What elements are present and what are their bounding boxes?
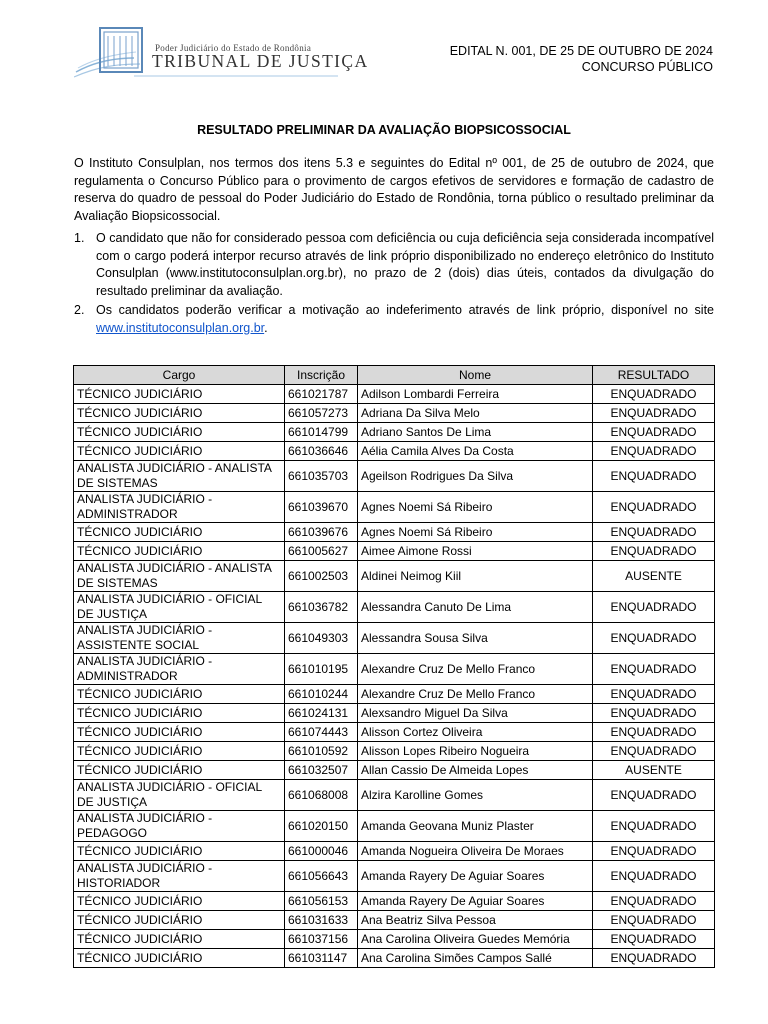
cell-resultado: ENQUADRADO	[593, 523, 715, 542]
cell-cargo: TÉCNICO JUDICIÁRIO	[74, 423, 285, 442]
cell-cargo: ANALISTA JUDICIÁRIO - ANALISTA DE SISTEMAS	[74, 461, 285, 492]
cell-resultado: AUSENTE	[593, 761, 715, 780]
table-header-row	[74, 366, 715, 385]
list-item	[74, 230, 714, 300]
cell-nome: Alexandre Cruz De Mello Franco	[358, 685, 593, 704]
cell-resultado: ENQUADRADO	[593, 704, 715, 723]
table-row	[74, 811, 715, 842]
cell-cargo: ANALISTA JUDICIÁRIO - ADMINISTRADOR	[74, 654, 285, 685]
cell-nome: Ageilson Rodrigues Da Silva	[358, 461, 593, 492]
cell-nome: Alisson Cortez Oliveira	[358, 723, 593, 742]
cell-inscricao: 661000046	[285, 842, 358, 861]
cell-cargo: ANALISTA JUDICIÁRIO - ANALISTA DE SISTEMAS	[74, 561, 285, 592]
cell-inscricao: 661020150	[285, 811, 358, 842]
cell-cargo: ANALISTA JUDICIÁRIO - OFICIAL DE JUSTIÇA	[74, 592, 285, 623]
table-row	[74, 930, 715, 949]
cell-resultado: ENQUADRADO	[593, 592, 715, 623]
cell-nome: Aélia Camila Alves Da Costa	[358, 442, 593, 461]
cell-cargo: TÉCNICO JUDICIÁRIO	[74, 911, 285, 930]
cell-inscricao: 661036646	[285, 442, 358, 461]
cell-inscricao: 661002503	[285, 561, 358, 592]
table-row	[74, 949, 715, 968]
table-row	[74, 623, 715, 654]
table-row	[74, 461, 715, 492]
table-row	[74, 492, 715, 523]
cell-cargo: TÉCNICO JUDICIÁRIO	[74, 685, 285, 704]
cell-inscricao: 661014799	[285, 423, 358, 442]
cell-cargo: ANALISTA JUDICIÁRIO - PEDAGOGO	[74, 811, 285, 842]
logo-subtitle: Poder Judiciário do Estado de Rondônia	[155, 43, 312, 53]
cell-inscricao: 661035703	[285, 461, 358, 492]
results-table	[73, 365, 715, 968]
cell-nome: Agnes Noemi Sá Ribeiro	[358, 523, 593, 542]
cell-inscricao: 661056643	[285, 861, 358, 892]
table-row	[74, 780, 715, 811]
cell-nome: Ana Carolina Oliveira Guedes Memória	[358, 930, 593, 949]
cell-resultado: ENQUADRADO	[593, 811, 715, 842]
cell-nome: Amanda Nogueira Oliveira De Moraes	[358, 842, 593, 861]
table-row	[74, 704, 715, 723]
table-row	[74, 385, 715, 404]
cell-cargo: TÉCNICO JUDICIÁRIO	[74, 892, 285, 911]
cell-cargo: TÉCNICO JUDICIÁRIO	[74, 723, 285, 742]
cell-resultado: ENQUADRADO	[593, 949, 715, 968]
cell-nome: Allan Cassio De Almeida Lopes	[358, 761, 593, 780]
cell-cargo: TÉCNICO JUDICIÁRIO	[74, 442, 285, 461]
cell-cargo: ANALISTA JUDICIÁRIO - OFICIAL DE JUSTIÇA	[74, 780, 285, 811]
table-row	[74, 742, 715, 761]
cell-resultado: ENQUADRADO	[593, 461, 715, 492]
cell-inscricao: 661024131	[285, 704, 358, 723]
table-row	[74, 892, 715, 911]
document-title: RESULTADO PRELIMINAR DA AVALIAÇÃO BIOPSICOSSOCIAL	[197, 123, 571, 137]
cell-resultado: ENQUADRADO	[593, 892, 715, 911]
table-row	[74, 861, 715, 892]
cell-resultado: ENQUADRADO	[593, 723, 715, 742]
cell-inscricao: 661010592	[285, 742, 358, 761]
table-row	[74, 592, 715, 623]
list-item-suffix: .	[264, 320, 268, 335]
cell-cargo: TÉCNICO JUDICIÁRIO	[74, 542, 285, 561]
cell-nome: Alzira Karolline Gomes	[358, 780, 593, 811]
cell-inscricao: 661037156	[285, 930, 358, 949]
table-row	[74, 561, 715, 592]
table-row	[74, 842, 715, 861]
cell-cargo: TÉCNICO JUDICIÁRIO	[74, 930, 285, 949]
cell-inscricao: 661049303	[285, 623, 358, 654]
cell-nome: Ana Beatriz Silva Pessoa	[358, 911, 593, 930]
list-item	[74, 302, 714, 337]
cell-nome: Amanda Geovana Muniz Plaster	[358, 811, 593, 842]
cell-inscricao: 661057273	[285, 404, 358, 423]
cell-inscricao: 661031147	[285, 949, 358, 968]
cell-resultado: ENQUADRADO	[593, 404, 715, 423]
cell-inscricao: 661010195	[285, 654, 358, 685]
column-header-resultado: RESULTADO	[593, 366, 715, 385]
cell-cargo: TÉCNICO JUDICIÁRIO	[74, 842, 285, 861]
instructions-list	[74, 230, 714, 339]
cell-nome: Alexandre Cruz De Mello Franco	[358, 654, 593, 685]
cell-resultado: ENQUADRADO	[593, 842, 715, 861]
cell-cargo: ANALISTA JUDICIÁRIO - HISTORIADOR	[74, 861, 285, 892]
consulplan-link[interactable]: www.institutoconsulplan.org.br	[96, 320, 265, 335]
cell-inscricao: 661056153	[285, 892, 358, 911]
cell-inscricao: 661039676	[285, 523, 358, 542]
cell-resultado: ENQUADRADO	[593, 911, 715, 930]
table-row	[74, 685, 715, 704]
table-row	[74, 442, 715, 461]
table-row	[74, 542, 715, 561]
table-row	[74, 523, 715, 542]
cell-cargo: TÉCNICO JUDICIÁRIO	[74, 385, 285, 404]
cell-inscricao: 661032507	[285, 761, 358, 780]
cell-nome: Adriana Da Silva Melo	[358, 404, 593, 423]
column-header-nome: Nome	[358, 366, 593, 385]
cell-nome: Aimee Aimone Rossi	[358, 542, 593, 561]
concurso-line: CONCURSO PÚBLICO	[581, 60, 713, 74]
cell-cargo: TÉCNICO JUDICIÁRIO	[74, 949, 285, 968]
cell-inscricao: 661068008	[285, 780, 358, 811]
cell-nome: Adriano Santos De Lima	[358, 423, 593, 442]
cell-cargo: ANALISTA JUDICIÁRIO - ADMINISTRADOR	[74, 492, 285, 523]
cell-cargo: TÉCNICO JUDICIÁRIO	[74, 742, 285, 761]
cell-nome: Agnes Noemi Sá Ribeiro	[358, 492, 593, 523]
cell-inscricao: 661010244	[285, 685, 358, 704]
table-row	[74, 723, 715, 742]
cell-resultado: ENQUADRADO	[593, 780, 715, 811]
cell-nome: Ana Carolina Simões Campos Sallé	[358, 949, 593, 968]
cell-resultado: ENQUADRADO	[593, 542, 715, 561]
cell-inscricao: 661031633	[285, 911, 358, 930]
document-header	[450, 43, 713, 75]
cell-cargo: TÉCNICO JUDICIÁRIO	[74, 704, 285, 723]
cell-inscricao: 661036782	[285, 592, 358, 623]
cell-resultado: AUSENTE	[593, 561, 715, 592]
cell-nome: Alexsandro Miguel Da Silva	[358, 704, 593, 723]
cell-resultado: ENQUADRADO	[593, 492, 715, 523]
logo-title: TRIBUNAL DE JUSTIÇA	[152, 51, 369, 71]
table-row	[74, 423, 715, 442]
cell-resultado: ENQUADRADO	[593, 423, 715, 442]
list-item-text: Os candidatos poderão verificar a motivação ao indeferimento através de link próprio, disponível no site	[96, 303, 714, 317]
cell-inscricao: 661005627	[285, 542, 358, 561]
cell-resultado: ENQUADRADO	[593, 654, 715, 685]
cell-resultado: ENQUADRADO	[593, 742, 715, 761]
cell-nome: Aldinei Neimog Kiil	[358, 561, 593, 592]
cell-nome: Alisson Lopes Ribeiro Nogueira	[358, 742, 593, 761]
cell-inscricao: 661074443	[285, 723, 358, 742]
cell-resultado: ENQUADRADO	[593, 442, 715, 461]
list-item-number: 1.	[74, 231, 85, 245]
table-row	[74, 404, 715, 423]
cell-nome: Amanda Rayery De Aguiar Soares	[358, 861, 593, 892]
cell-cargo: TÉCNICO JUDICIÁRIO	[74, 523, 285, 542]
table-row	[74, 761, 715, 780]
cell-cargo: TÉCNICO JUDICIÁRIO	[74, 761, 285, 780]
cell-nome: Alessandra Canuto De Lima	[358, 592, 593, 623]
column-header-inscricao: Inscrição	[285, 366, 358, 385]
cell-inscricao: 661039670	[285, 492, 358, 523]
cell-cargo: ANALISTA JUDICIÁRIO - ASSISTENTE SOCIAL	[74, 623, 285, 654]
cell-nome: Adilson Lombardi Ferreira	[358, 385, 593, 404]
cell-nome: Alessandra Sousa Silva	[358, 623, 593, 654]
cell-resultado: ENQUADRADO	[593, 385, 715, 404]
list-item-number: 2.	[74, 303, 85, 317]
cell-inscricao: 661021787	[285, 385, 358, 404]
intro-paragraph: O Instituto Consulplan, nos termos dos itens 5.3 e seguintes do Edital nº 001, de 25 de outubro de 2024, que regulamenta o Concurso Público para o provimento de cargos efetivos de servidores e formação de cadastro de reserva do quadro de pessoal do Poder Judiciário do Estado de Rondônia, torna público o resultado preliminar da Avaliação Biopsicossocial.	[74, 156, 714, 223]
table-row	[74, 654, 715, 685]
cell-resultado: ENQUADRADO	[593, 623, 715, 654]
cell-resultado: ENQUADRADO	[593, 930, 715, 949]
column-header-cargo: Cargo	[74, 366, 285, 385]
edital-line: EDITAL N. 001, DE 25 DE OUTUBRO DE 2024	[449, 44, 713, 58]
cell-nome: Amanda Rayery De Aguiar Soares	[358, 892, 593, 911]
cell-cargo: TÉCNICO JUDICIÁRIO	[74, 404, 285, 423]
list-item-text: O candidato que não for considerado pessoa com deficiência ou cuja deficiência seja considerada incompatível com o cargo poderá interpor recurso através de link próprio disponibilizado no endereço eletrônico do Instituto Consulplan (www.institutoconsulplan.org.br), no prazo de 2 (dois) dias úteis, contados da divulgação do resultado preliminar da avaliação.	[96, 231, 714, 298]
table-row	[74, 911, 715, 930]
cell-resultado: ENQUADRADO	[593, 861, 715, 892]
cell-resultado: ENQUADRADO	[593, 685, 715, 704]
